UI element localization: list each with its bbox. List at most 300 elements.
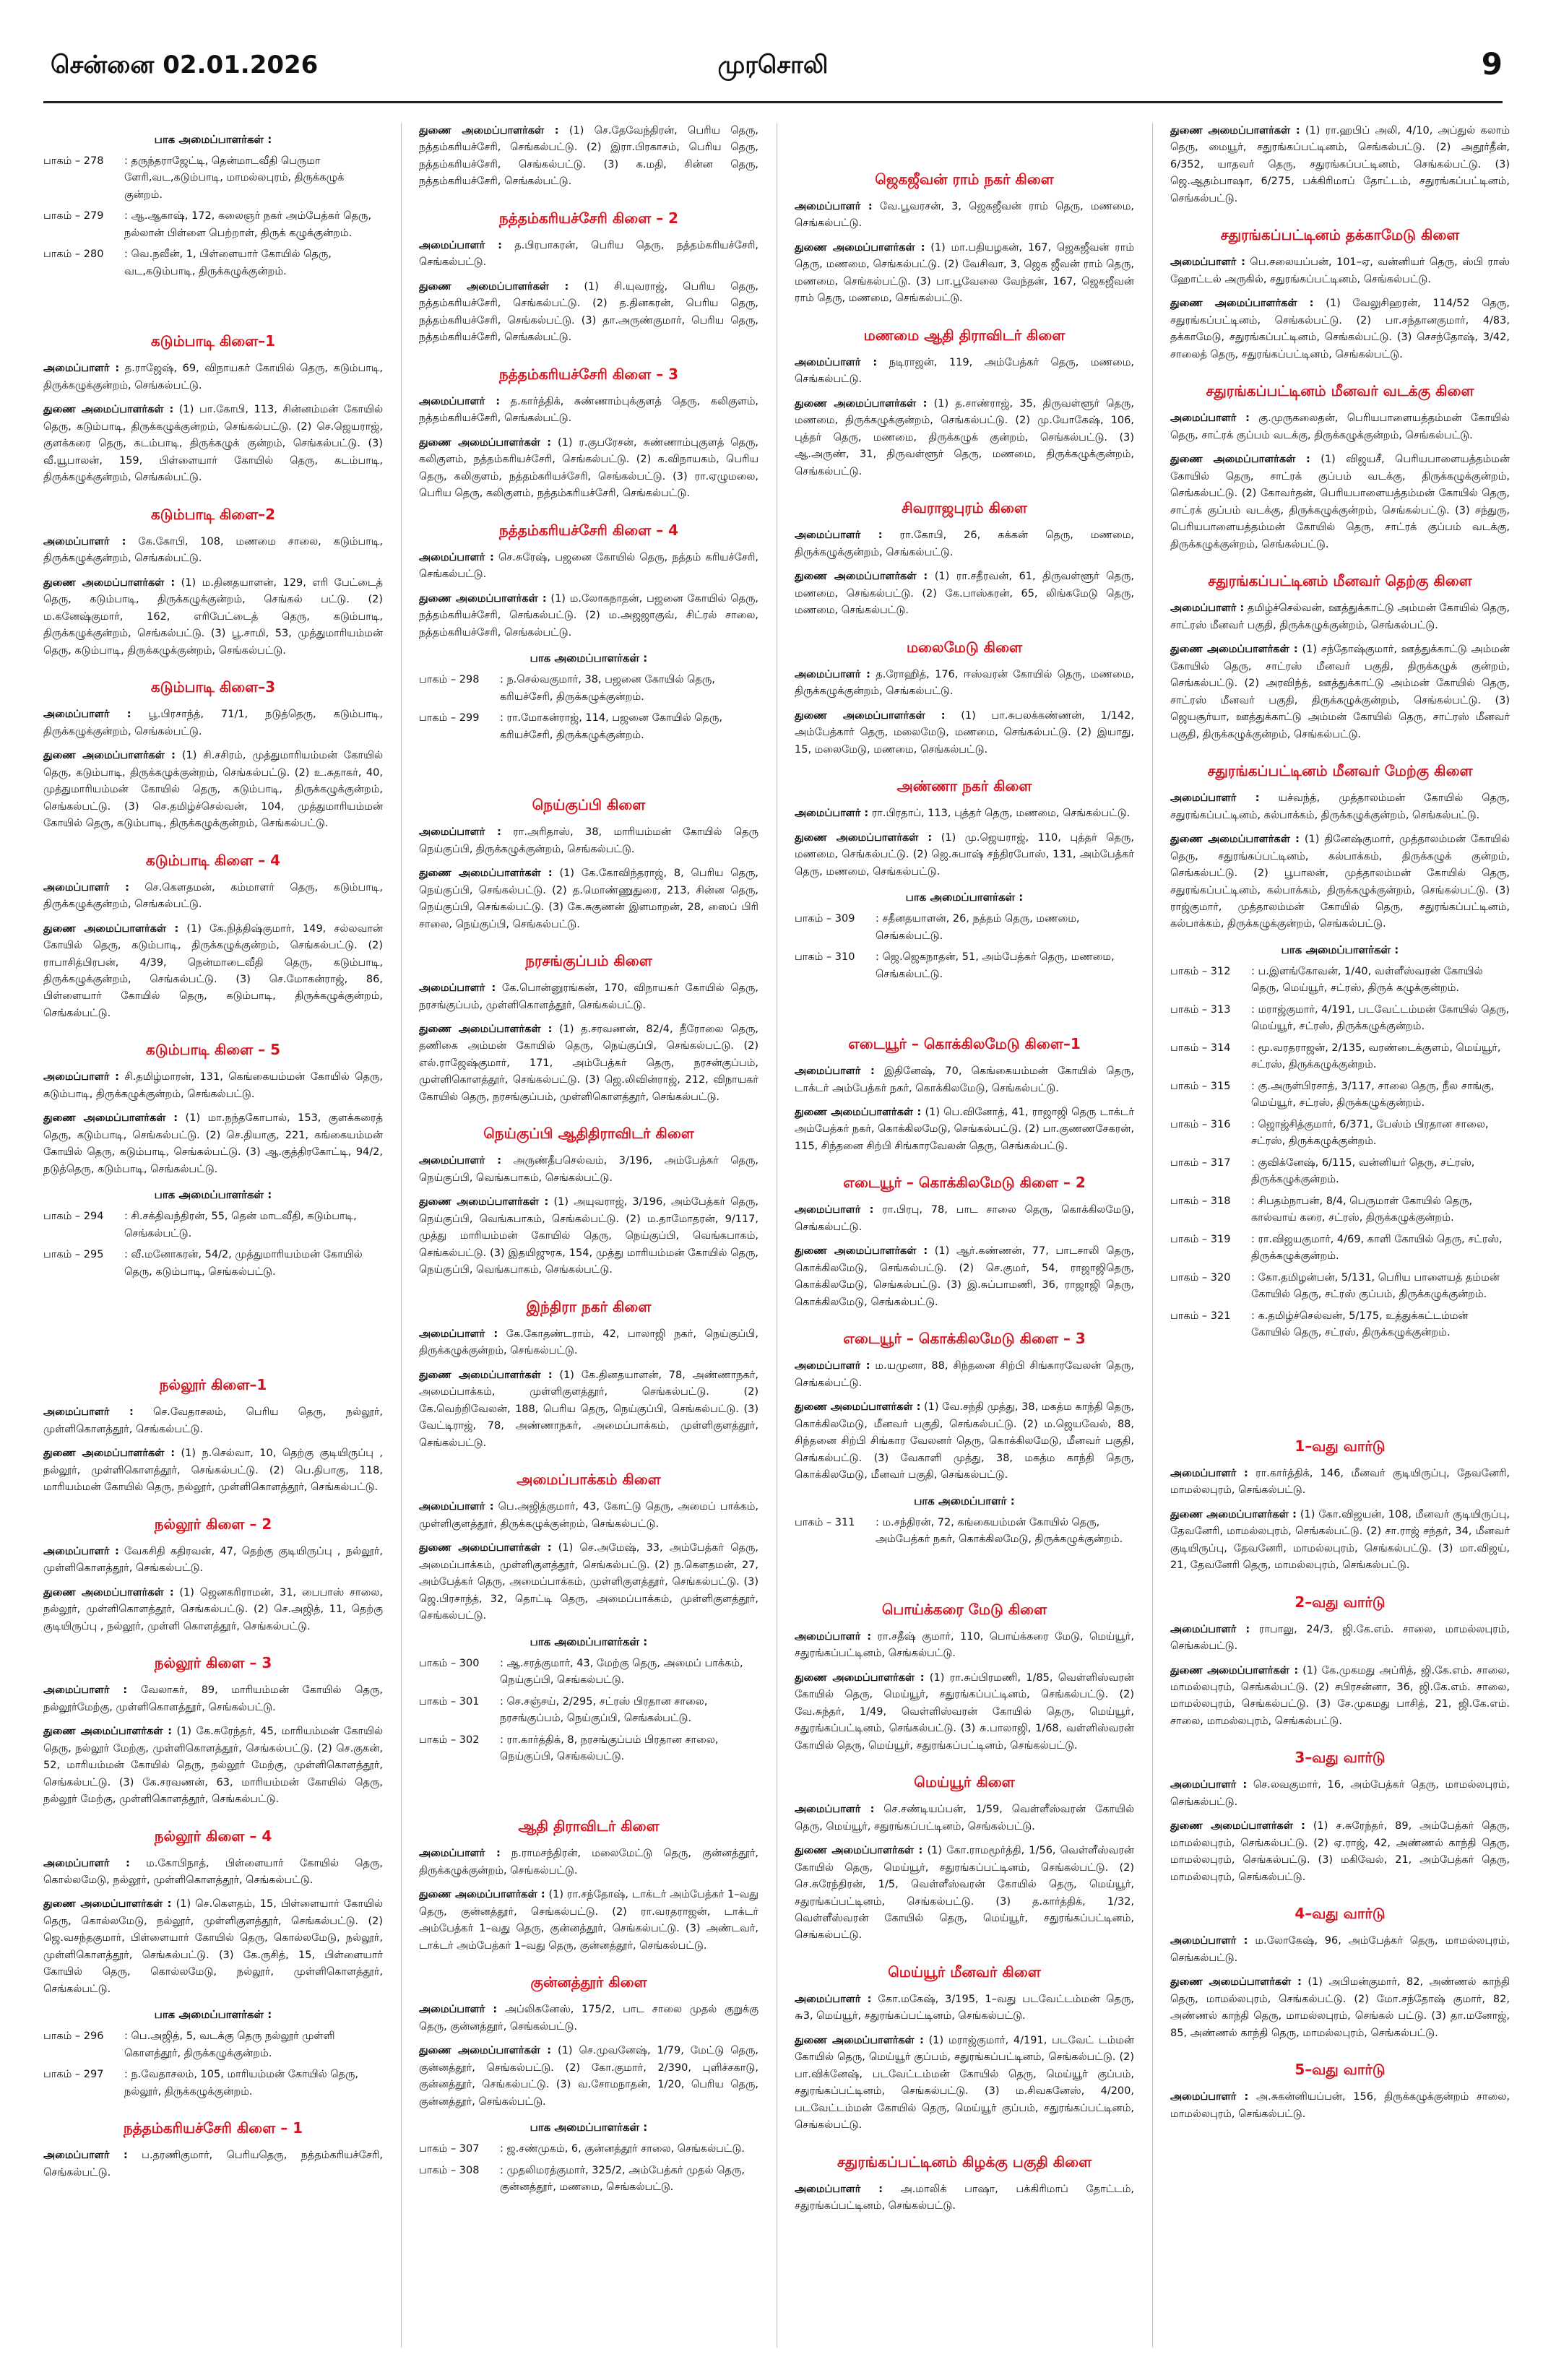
booth-details: : ஆ.ஆகாஷ், 172, கலைஞர் நகர் அம்பேத்கர் தெரு, நல்லான் பிள்ளை பெற்றாள், திருக் கழுக்குன்றம். [124,210,372,239]
booth-details: : ஜொஜ்சித்குமார், 6/371, பேஸ்ம் பிரதான சாலை, சட்ரஸ், திருக்கழுக்குன்றம். [1251,1118,1489,1148]
branch-heading: கடும்பாடி கிளை – 4 [145,851,281,869]
member-details: (1) சந்தோஷ்குமார், ஊத்துக்காட்டு அம்மன் கோயில் தெரு, சாட்ரஸ் மீனவர் பகுதி, திருக்கழுக் குன்றம், செங்கல்பட்டு. (2) அரவிந்த், ஊத்துக்காட்டு அம்மன் கோயில் தெரு, சாட்ரஸ் மீனவர் பகுதி, திருக்கழுக்குன்றம், செங்கல்பட்டு. (3) ஜெயசூர்யா, ஊத்துக்காட்டு அம்மன் கோயில் தெரு, சாட்ரஸ் மீனவர் பகுதி, திருக்கழுக்குன்றம், செங்கல்பட்டு. [1170,644,1510,740]
role-label: அமைப்பாளர் : [795,1804,875,1816]
member-paragraph [1170,1466,1510,1500]
role-label: துணை அமைப்பாளர்கள் : [1170,125,1300,137]
booth-entry [43,246,383,280]
branch-heading: 2–வது வார்டு [1295,1593,1386,1611]
booth-number: பாகம் – 319 [1170,1233,1231,1245]
member-paragraph [419,865,758,933]
member-details: கே.பொன்னுரங்கன், 170, விநாயகர் கோயில் தெரு, நரசங்குப்பம், முள்ளிகொளத்தூர், செங்கல்பட்டு. [419,982,758,1011]
member-details: (1) வேலுசிஹரன், 114/52 தெரு, சதுரங்கப்பட்டினம், செங்கல்பட்டு. (2) பா.சந்தானகுமார், 4/83, தக்காமேடு, சதுரங்கப்பட்டினம், செங்கல்பட்டு. (3) செசந்தோஷ், 3/42, சாலைத் தெரு, சதுரங்கப்பட்டினம், செங்கல்பட்டு. [1170,298,1510,360]
member-paragraph [1170,1507,1510,1575]
booth-details: : ரா.விஜயகுமார், 4/69, காளி கோயில் தெரு, சட்ரஸ், திருக்கழுக்குன்றம். [1251,1233,1503,1263]
role-label: அமைப்பாளர் : [795,2183,883,2195]
role-label: அமைப்பாளர் : [43,1684,128,1697]
member-paragraph [43,1445,383,1496]
member-details: ம.கோபிநாத், பிள்ளையார் கோயில் தெரு, கொல்லமேடு, நல்லூர், முள்ளிகொளத்தூர், செங்கல்பட்டு. [43,1857,383,1886]
member-details: செ.சுரேஷ், பஜனை கோயில் தெரு, நத்தம் கரியச்சேரி, செங்கல்பட்டு. [419,551,758,581]
branch-heading: அண்ணா நகர் கிளை [896,777,1032,795]
member-details: த.பிரபாகரன், பெரிய தெரு, நத்தம்கரியச்சேரி, செங்கல்பட்டு. [419,239,758,269]
member-details: செ.சண்டியப்பன், 1/59, வெள்ளீஸ்வரன் கோயில் தெரு, மெய்யூர், சதுரங்கப்பட்டினம், செங்கல்பட்டு. [795,1804,1134,1832]
member-details: செ.கௌதமன், கம்மாளர் தெரு, கடும்பாடி, திருக்கழுக்குன்றம், செங்கல்பட்டு. [43,881,383,911]
member-paragraph [795,1104,1134,1155]
spacer [419,1770,758,1799]
member-paragraph [1170,1818,1510,1886]
member-details: செ.வேதாசலம், பெரிய தெரு, நல்லூர், முள்ளிகொளத்தூர், செங்கல்பட்டு. [43,1406,383,1435]
member-details: (1) ரா.சந்தோஷ், டாக்டர் அம்பேத்கர் 1–வது தெரு, குன்னத்தூர், செங்கல்பட்டு. (2) ரா.வரதராஜன், டாக்டர் அம்பேத்கர் 1–வது தெரு, குன்னத்தூர், செங்கல்பட்டு. (3) அண்டவர், டாக்டர் அம்பேத்கர் 1–வது தெரு, குன்னத்தூர், செங்கல்பட்டு. [419,1889,758,1952]
member-paragraph [795,396,1134,480]
member-details: (1) சி.சசிரம், முத்துமாரியம்மன் கோயில் தெரு, கடும்பாடி, திருக்கழுக்குன்றம், செங்கல்பட்டு. (2) உ.சுதாகர், 40, முத்துமாரியம்மன் கோயில் தெரு, கடும்பாடி, திருக்கழுக்குன்றம், செங்கல்பட்டு. (3) செ.தமிழ்ச்செல்வன், 104, முத்துமாரியம்மன் கோயில் தெரு, கடும்பாடி, திருக்கழுக்குன்றம், செங்கல்பட்டு. [43,750,383,830]
booth-entry [419,1732,758,1766]
role-label: துணை அமைப்பாளர்கள் : [43,576,176,589]
branch-heading: சதுரங்கப்பட்டினம் மீனவர் மேற்கு கிளை [1207,762,1473,780]
member-paragraph [795,805,1134,822]
member-details: (1) செ.அமேஷ், 33, அம்பேத்கர் தெரு, அமைப்பாக்கம், முள்ளிகுளத்தூர், செங்கல்பட்டு. (2) ந.கௌதமன், 27, அம்பேத்கர் தெரு, அமைப்பாக்கம், முள்ளிகுளத்தூர், செங்கல்பட்டு. (3) ஜெ.பிரசாந்த், 32, தொட்டி தெரு, அமைப்பாக்கம், முள்ளிகுளத்தூர், செங்கல்பட்டு. [419,1542,758,1622]
branch-heading: எடையூர் – கொக்கிலமேடு கிளை – 2 [843,1174,1086,1192]
member-details: ந.ராமசந்திரன், மலைமேட்டு தெரு, குன்னத்தூர், திருக்கழுக்குன்றம், செங்கல்பட்டு. [419,1848,758,1877]
member-paragraph [419,980,758,1014]
branch-heading: நல்லூர் கிளை–1 [159,1376,267,1394]
role-label: அமைப்பாளர் : [795,808,869,820]
booth-details: : முதலிமரத்குமார், 325/2, அம்பேத்கர் முதல் தெரு, குன்னத்தூர், மணமை, செங்கல்பட்டு. [500,2164,745,2194]
member-details: (1) கே.கோவிந்தராஜ், 8, பெரிய தெரு, நெய்குப்பி, செங்கல்பட்டு. (2) த.மொண்ணுதுரை, 213, சின்ன தெரு, நெய்குப்பி, செங்கல்பட்டு. (3) கே.சுகுணன் இளமாறன், 28, ஸைப் பிரி சாலை, நெய்குப்பி, செங்கல்பட்டு. [419,867,758,930]
member-paragraph [419,2043,758,2111]
role-label: அமைப்பாளர் : [419,239,502,251]
masthead-rule [43,101,1503,103]
section-subheading: பாக அமைப்பாளர் : [914,1494,1015,1507]
booth-entry [1170,1193,1510,1227]
spacer [1170,1346,1510,1419]
member-paragraph [1170,1777,1510,1811]
branch-heading: இந்திரா நகர் கிளை [526,1297,652,1315]
booth-number: பாகம் – 314 [1170,1042,1231,1054]
booth-entry [1170,1155,1510,1189]
booth-details: : தருந்தராஜேட்டி, தென்மாடவீதி பெருமா ளேரி,வட,கடும்பாடி, மாமல்லபுரம், திருக்கழுக் குன்றம். [124,155,345,201]
branch-heading: கடும்பாடி கிளை – 5 [145,1041,281,1059]
member-paragraph [419,1021,758,1106]
member-details: (1) கோ.விஜயன், 108, மீனவர் குடியிருப்பு, தேவனேரி, மாமல்லபுரம், செங்கல்பட்டு. (2) சா.ராஜ் சந்தர், 34, மீனவர் குடியிருப்பு, தேவனேரி, மாமல்லபுரம், செங்கல்பட்டு. (3) மா.விஜய், 21, தேவனேரி தெரு, மாமல்லபுரம், செங்கல்பட்டு. [1170,1508,1510,1572]
role-label: அமைப்பாளர் : [795,1204,874,1216]
booth-details: : மூ.வரதராஜன், 2/135, வரண்டைக்குளம், மெய்யூர், சட்ரஸ், திருக்கழுக்குன்றம். [1251,1042,1501,1071]
role-label: அமைப்பாளர் : [1170,412,1250,425]
section-subheading: பாக அமைப்பாளர்கள் : [1281,943,1399,956]
role-label: அமைப்பாளர் : [43,1406,134,1419]
role-label: அமைப்பாளர் : [1170,1467,1248,1479]
booth-number: பாகம் – 307 [419,2143,480,2155]
role-label: அமைப்பாளர் : [419,1501,494,1513]
member-paragraph [43,1544,383,1578]
column-4 [1170,123,1510,2355]
member-paragraph [1170,1933,1510,1967]
member-paragraph [43,1682,383,1716]
booth-entry [1170,964,1510,998]
member-details: பூ.பிரசாந்த், 71/1, நடுத்தெரு, கடும்பாடி, திருக்கழுக்குன்றம், செங்கல்பட்டு. [43,709,383,737]
member-paragraph [419,1845,758,1879]
booth-details: : ஜ.சண்முகம், 6, குன்னத்தூர் சாலை, செங்கல்பட்டு. [500,2143,745,2155]
role-label: துணை அமைப்பாளர்கள் : [795,831,933,844]
member-paragraph [795,1629,1134,1663]
booth-details: : மராஜ்குமார், 4/191, படவேட்டம்மன் கோயில் தெரு, மெய்யூர், சட்ரஸ், திருக்கழுக்குன்றம். [1251,1003,1510,1033]
role-label: துணை அமைப்பாளர்கள் : [1170,644,1298,656]
role-label: துணை அமைப்பாளர்கள் : [795,1845,923,1857]
member-paragraph [795,1670,1134,1754]
member-details: (1) த.சாண்ராஜ், 35, திருவள்ளூர் தெரு, மணமை, திருக்கழுக்குன்றம், செங்கல்பட்டு. (2) மு.யோகேஷ், 106, புத்தர் தெரு, மணமை, திருக்கழுக் குன்றம், செங்கல்பட்டு. (3) ஆ.அருண், 31, திருவள்ளூர் தெரு, மணமை, திருக்கழுக்குன்றம், செங்கல்பட்டு. [795,397,1134,477]
member-paragraph [419,238,758,272]
member-details: நடிராஜன், 119, அம்பேத்கர் தெரு, மணமை, செங்கல்பட்டு. [795,356,1134,386]
member-details: கு.முருகலைதன், பெரியபாளையத்தம்மன் கோயில் தெரு, சாட்ரக் குப்பம் வடக்கு, திருக்கழுக்குன்றம், செங்கல்பட்டு. [1170,412,1510,441]
role-label: அமைப்பாளர் : [1170,256,1245,269]
branch-heading: நரசங்குப்பம் கிளை [525,952,652,970]
role-label: துணை அமைப்பாளர்கள் : [43,1726,173,1738]
member-details: (1) ரா.சதீரவன், 61, திருவள்ளூர் தெரு, மணமை, செங்கல்பட்டு. (2) கே.பாஸ்கரன், 65, லிங்கமேடு தெரு, மணமை, செங்கல்பட்டு. [795,571,1134,617]
role-label: துணை அமைப்பாளர்கள் : [795,241,925,254]
booth-number: பாகம் – 294 [43,1211,104,1223]
booth-entry [43,2067,383,2100]
member-paragraph [1170,1974,1510,2042]
role-label: அமைப்பாளர் : [1170,2091,1249,2103]
section-subheading: பாக அமைப்பாளர்கள் : [154,2008,272,2022]
member-paragraph [795,1243,1134,1311]
booth-number: பாகம் – 312 [1170,965,1231,977]
masthead [43,43,1503,94]
booth-number: பாகம் – 311 [795,1516,855,1528]
role-label: துணை அமைப்பாளர்கள் : [419,2045,552,2057]
booth-entry [1170,1117,1510,1151]
spacer [43,1285,383,1357]
role-label: அமைப்பாளர் : [795,529,883,542]
role-label: துணை அமைப்பாளர்கள் : [795,1245,928,1258]
member-details: (1) பெ.வினோத், 41, ராஜாஜி தெரு டாக்டர் அம்பேத்கர் நகர், கொக்கிலமேடு, செங்கல்பட்டு. (2) பா.குணணசேகரன், 115, சிந்தனை சிற்பி சிங்காரவேலன் தெரு, செங்கல்பட்டு. [795,1106,1134,1152]
member-details: (1) செ.தேவேந்திரன், பெரிய தெரு, நத்தம்கரியச்சேரி, செங்கல்பட்டு. (2) இரா.பிரகாசம், பெரிய தெரு, நத்தம்கரியச்சேரி, செங்கல்பட்டு. (3) க.மதி, சின்ன தெரு, நத்தம்கரியச்சேரி, செங்கல்பட்டு. [419,125,758,188]
member-details: (1) ம.லோகநாதன், பஜனை கோயில் தெரு, நத்தம்கரியச்சேரி, செங்கல்பட்டு. (2) ம.அஜஜாகுவ், சிட்ரல் சாலை, நத்தம்கரியச்சேரி, செங்கல்பட்டு. [419,592,758,639]
branch-heading: சதுரங்கப்பட்டினம் தக்காமேடு கிளை [1220,226,1460,244]
booth-entry [419,1656,758,1689]
branch-heading: எடையூர் – கொக்கிலமேடு கிளை–1 [848,1035,1081,1053]
member-paragraph [419,394,758,428]
member-paragraph [419,1194,758,1278]
member-paragraph [1170,1622,1510,1656]
member-details: (1) பா.கோபி, 113, சின்னம்மன் கோயில் தெரு, கடும்பாடி, திருக்கழுக்குன்றம், செங்கல்பட்டு. (2) செ.ஜெயராஜ், குளக்கரை தெரு, கடம்பாடி, திருக்கழுக் குன்றம், செங்கல்பட்டு. (3) வீ.யூபாலன், 159, பிள்ளையார் கோயில் தெரு, கடம்பாடி, திருக்கழுக்குன்றம், செங்கல்பட்டு. [43,404,383,484]
member-details: (1) பா.சுபலக்கண்ணன், 1/142, அம்பேத்கார் தெரு, மலைமேடு, மணமை, செங்கல்பட்டு. (2) இயாது, 15, மலைமேடு, மணமை, செங்கல்பட்டு. [795,709,1134,756]
member-paragraph [795,708,1134,758]
branch-heading: சதுரங்கப்பட்டினம் மீனவர் வடக்கு கிளை [1206,382,1474,400]
section-subheading: பாக அமைப்பாளர்கள் : [530,652,648,665]
member-details: (1) சி.யுவராஜ், பெரிய தெரு, நத்தம்கரியச்சேரி, செங்கல்பட்டு. (2) த.தினகரன், பெரிய தெரு, நத்தம்கரியச்சேரி, செங்கல்பட்டு. (3) தா.அருண்குமார், பெரிய தெரு, நத்தம்கரியச்சேரி, செங்கல்பட்டு. [419,280,758,344]
booth-details: : ந.செல்வகுமார், 38, பஜனை கோயில் தெரு, கரியச்சேரி, திருக்கழுக்குன்றம். [500,674,715,703]
member-details: ம.லோகேஷ், 96, அம்பேத்கர் தெரு, மாமல்லபுரம், செங்கல்பட்டு. [1170,1935,1510,1964]
member-details: ரா.கார்த்திக், 146, மீனவர் குடியிருப்பு, தேவனேரி, மாமல்லபுரம், செங்கல்பட்டு. [1170,1467,1510,1497]
booth-number: பாகம் – 309 [795,913,855,925]
member-details: அருண்தீபசெல்வம், 3/196, அம்பேத்கர் தெரு, நெய்குப்பி, வெங்கபாகம், செங்கல்பட்டு. [419,1155,758,1184]
member-paragraph [419,1499,758,1533]
branch-heading: கடும்பாடி கிளை–3 [150,678,276,696]
branch-heading: நத்தம்கரியச்சேரி கிளை – 4 [498,521,679,539]
booth-details: : ந.வேதாசலம், 105, மாரியம்மன் கோயில் தெரு, நல்லூர், திருக்கழுக்குன்றம். [124,2069,359,2098]
member-paragraph [795,1399,1134,1484]
role-label: துணை அமைப்பாளர்கள் : [419,592,547,605]
member-details: (1) தினேஷ்குமார், முத்தாலம்மன் கோயில் தெரு, சதுரங்கப்பட்டினம், கல்பாக்கம், திருக்கழுக் குன்றம், செங்கல்பட்டு. (2) பூபாலன், முத்தாலம்மன் கோயில் தெரு, சதுரங்கப்பட்டினம், கல்பாக்கம், திருக்கழுக்குன்றம், செங்கல்பட்டு. (3) ராஜ்குமார், முத்தாலம்மன் கோயில் தெரு, சதுரங்கப்பட்டினம், கல்பாக்கம், திருக்கழுக்குன்றம், செங்கல்பட்டு. [1170,834,1510,930]
role-label: அமைப்பாளர் : [43,881,129,893]
member-paragraph [419,435,758,503]
member-details: (1) ந.செல்வா, 10, தெற்கு குடியிருப்பு , நல்லூர், முள்ளிகொளத்தூர், செங்கல்பட்டு. (2) பெ.திபாகு, 118, மாரியம்மன் கோயில் தெரு, நல்லூர், முள்ளிகொளத்தூர், செங்கல்பட்டு. [43,1448,383,1494]
member-details: அப்லிகனேஸ், 175/2, பாட சாலை முதல் குறுக்கு தெரு, குன்னத்தூர், செங்கல்பட்டு. [419,2004,758,2033]
role-label: துணை அமைப்பாளர்கள் : [419,1023,553,1035]
booth-number: பாகம் – 320 [1170,1271,1231,1284]
member-details: (1) வே.சந்தி முத்து, 38, மகத்ம காந்தி தெரு, கொக்கிலமேடு, மீனவர் பகுதி, செங்கல்பட்டு. (2) ம.ஜெயவேல், 88, சிந்தனை சிற்பி சிங்கார வேலனர் தெரு, கொக்கிலமேடு, மீனவர் பகுதி, செங்கல்பட்டு. (3) வேகாளி முத்து, 38, மகத்ம காந்தி தெரு, கொக்கிலமேடு, மீனவர் பகுதி, செங்கல்பட்டு. [795,1401,1134,1481]
page-number: 9 [1481,46,1503,82]
branch-heading: கடும்பாடி கிளை–2 [150,505,276,523]
branch-heading: நத்தம்கரியச்சேரி கிளை – 3 [498,365,679,383]
role-label: அமைப்பாளர் : [1170,1779,1248,1791]
role-label: அமைப்பாளர் : [419,1328,498,1340]
booth-number: பாகம் – 298 [419,674,480,686]
member-details: (1) அயுவராஜ், 3/196, அம்பேத்கர் தெரு, நெய்குப்பி, வெங்கபாகம், செங்கல்பட்டு. (2) ம.தாமோதரன், 9/117, முத்து மாரியம்மன் கோயில் தெரு, நெய்குப்பி, வெங்கபாகம், செங்கல்பட்டு. (3) இதயிஜுரக, 154, முத்து மாரியம்மன் கோயில் தெரு, நெய்குப்பி, வெங்கபாகம், செங்கல்பட்டு. [419,1196,758,1276]
role-label: அமைப்பாளர் : [43,1071,119,1083]
member-details: (1) அபிமன்குமார், 82, அண்ணல் காந்தி தெரு, மாமல்லபுரம், செங்கல்பட்டு. (2) மோ.சந்தோஷ் குமார், 82, அண்ணல் காந்தி தெரு, மாமல்லபுரம், செங்கல் பட்டு. (3) தா.மனோஜ், 85, அண்ணல் காந்தி தெரு, மாமல்லபுரம், செங்கல்பட்டு. [1170,1976,1510,2039]
booth-entry [43,1208,383,1242]
booth-number: பாகம் – 308 [419,2164,480,2176]
member-paragraph [419,2002,758,2035]
member-details: (1) ஆர்.கண்ணன், 77, பாடசாலி தெரு, கொக்கிலமேடு, செங்கல்பட்டு. (2) செ.குமர், 54, ராஜாஜிதெரு, கொக்கிலமேடு, செங்கல்பட்டு. (3) இ.சுப்பாமணி, 36, ராஜாஜி தெரு, கொக்கிலமேடு, செங்கல்பட்டு. [795,1245,1134,1308]
role-label: அமைப்பாளர் : [43,1857,130,1869]
role-label: அமைப்பாளர் : [419,551,494,563]
branch-heading: மலைமேடு கிளை [906,638,1023,656]
member-paragraph [1170,410,1510,444]
booth-entry [43,2028,383,2062]
booth-details: : செ.சஞ்சய், 2/295, சட்ரஸ் பிரதான சாலை, நரசங்குப்பம், நெய்குப்பி, செங்கல்பட்டு. [500,1695,708,1725]
member-paragraph [43,706,383,740]
member-details: (1) செ.முவனேஷ், 1/79, மேட்டு தெரு, குன்னத்தூர், செங்கல்பட்டு. (2) கோ.குமார், 2/390, புளிச்சகாடு, குன்னத்தூர், செங்கல்பட்டு. (3) வ.சோமநாதன், 1/20, பெரிய தெரு, குன்னத்தூர், செங்கல்பட்டு. [419,2045,758,2108]
member-paragraph [43,1069,383,1103]
role-label: துணை அமைப்பாளர்கள் : [795,1401,921,1414]
booth-number: பாகம் – 317 [1170,1156,1231,1169]
booth-entry [795,949,1134,983]
member-details: (1) மா.பதியழகன், 167, ஜெகஜீவன் ராம் தெரு, மணமை, செங்கல்பட்டு. (2) வேசிவா, 3, ஜெக ஜீவன் ராம் தெரு, மணமை, செங்கல்பட்டு. (3) பா.பூவேலை வேந்தன், 167, ஜெகஜீவன் ராம் தெரு, மணமை, செங்கல்பட்டு. [795,241,1134,305]
booth-entry [1170,1078,1510,1112]
booth-details: : கு.அருள்பிரசாத், 3/117, சாலை தெரு, நீல சாங்கு, மெய்யூர், சட்ரஸ், திருக்கழுக்குன்றம். [1251,1080,1495,1109]
booth-details: : ரா.மோகன்ராஜ், 114, பஜனை கோயில் தெரு, கரியச்சேரி, திருக்கழுக்குன்றம். [500,712,723,741]
booth-entry [1170,1232,1510,1265]
section-subheading: பாக அமைப்பாளர்கள் : [905,891,1024,904]
branch-heading: நெய்குப்பி ஆதிதிராவிடர் கிளை [483,1125,694,1143]
booth-entry [419,2141,758,2158]
branch-heading: 5–வது வார்டு [1295,2061,1386,2079]
member-details: கோ.மகேஷ், 3/195, 1–வது படவேட்டம்மன் தெரு, ௬3, மெய்யூர், சதுரங்கப்பட்டினம், செங்கல்பட்டு. [795,1993,1134,2022]
member-details: (1) கே.சுரேந்தர், 45, மாரியம்மன் கோயில் தெரு, நல்லூர் மேற்கு, முள்ளிகொளத்தூர், செங்கல்பட்டு. (2) செ.குகன், 52, மாரியம்மன் கோயில் தெரு, நல்லூர் மேற்கு, முள்ளிகொளத்தூர், செங்கல்பட்டு. (3) கே.சரவணன், 63, மாரியம்மன் கோயில் தெரு, நல்லூர் மேற்கு, முள்ளிகொளத்தூர், செங்கல்பட்டு. [43,1726,383,1806]
role-label: துணை அமைப்பாளர்கள் : [1170,454,1310,466]
member-details: (1) செ.கௌதம், 15, பிள்ளையார் கோயில் தெரு, கொல்லமேடு, நல்லூர், முள்ளிகுளத்தூர், செங்கல்பட்டு. (2) ஜெ.வசந்தகுமார், பிள்ளையார் கோயில் தெரு, கொல்லமேடு, நல்லூர், முள்ளிகொளத்தூர், செங்கல்பட்டு. (3) கே.ருசித், 15, பிள்ளையார் கோயில் தெரு, கொல்லமேடு, நல்லூர், முள்ளிகொளத்தூர், செங்கல்பட்டு. [43,1898,383,1995]
role-label: அமைப்பாளர் : [43,709,131,721]
branch-heading: அமைப்பாக்கம் கிளை [517,1471,661,1489]
role-label: அமைப்பாளர் : [795,356,878,368]
branch-heading: ஜெகஜீவன் ராம் நகர் கிளை [875,170,1054,188]
role-label: துணை அமைப்பாளர்கள் : [43,1586,174,1598]
role-label: துணை அமைப்பாளர்கள் : [43,1112,178,1125]
role-label: அமைப்பாளர் : [43,535,126,548]
role-label: அமைப்பாளர் : [795,1993,872,2005]
booth-entry [795,911,1134,945]
role-label: துணை அமைப்பாளர்கள் : [1170,1508,1297,1520]
role-label: அமைப்பாளர் : [43,2150,128,2162]
column-1 [43,123,383,2355]
branch-heading: நெய்குப்பி கிளை [532,796,646,814]
member-details: (1) ம.தினதயாளன், 129, எரி பேட்டைத் தெரு, கடும்பாடி, திருக்கழுக்குன்றம், செங்கல் பட்டு. (2) ம.கனேஷ்குமார், 162, எரிபேட்டைத் தெரு, கடும்பாடி, திருக்கழுக்குன்றம், செங்கல்பட்டு. (3) பூ.சாமி, 53, முத்துமாரியம்மன் தெரு, கடும்பாடி, திருக்கழுக்குன்றம், செங்கல்பட்டு. [43,576,383,657]
booth-entry [419,672,758,706]
member-paragraph [43,534,383,568]
booth-entry [795,1515,1134,1549]
booth-number: பாகம் – 310 [795,951,855,964]
member-details: வேலாகர், 89, மாரியம்மன் கோயில் தெரு, நல்லூர்மேற்கு, முள்ளிகொளத்தூர், செங்கல்பட்டு. [43,1684,383,1713]
role-label: துணை அமைப்பாளர்கள் : [795,2034,924,2046]
member-details: இதினேஷ், 70, கெங்கையம்மன் கோயில் தெரு, டாக்டர் அம்பேத்கர் நகர், கொக்கிலமேடு, செங்கல்பட்டு. [795,1065,1134,1094]
booth-number: பாகம் – 301 [419,1695,480,1708]
branch-heading: பொய்க்கரை மேடு கிளை [881,1600,1047,1618]
member-paragraph [419,1887,758,1955]
role-label: அமைப்பாளர் : [795,201,873,212]
branch-heading: நல்லூர் கிளை – 3 [154,1654,272,1672]
booth-entry [419,710,758,744]
member-details: (1) ர.குபரேசன், சுண்ணாம்புகுளத் தெரு, கலிகுளம், நத்தம்கரியச்சேரி, செங்கல்பட்டு. (2) க.விநாயகம், பெரிய தெரு, கலிகுளம், நத்தம்கரியச்சேரி, செங்கல்பட்டு. (3) ரா.ஏழுமலை, பெரிய தெரு, கலிகுளம், நத்தம்கரியச்சேரி, செங்கல்பட்டு. [419,436,758,500]
booth-details: : வீ.மனோகரன், 54/2, முத்துமாரியம்மன் கோயில் தெரு, கடும்பாடி, செங்கல்பட்டு. [124,1249,363,1278]
booth-number: பாகம் – 302 [419,1734,480,1746]
member-paragraph [419,279,758,347]
member-details: ரா.கோபி, 26, கக்கன் தெரு, மணமை, திருக்கழுக்குன்றம், செங்கல்பட்டு. [795,529,1134,558]
member-paragraph [795,667,1134,701]
role-label: அமைப்பாளர் : [795,668,870,680]
member-paragraph [419,1326,758,1360]
branch-heading: மெய்யூர் கிளை [914,1773,1015,1791]
role-label: அமைப்பாளர் : [419,395,501,407]
member-details: (1) த.சரவணன், 82/4, நீரோலை தெரு, தணிகை அம்மன் கோயில் தெரு, நெய்குப்பி, செங்கல்பட்டு. (2) எல்.ராஜேஷ்குமார், 171, அம்பேத்கர் தெரு, நரசன்குப்பம், முள்ளிகொளத்தூர், செங்கல்பட்டு. (3) ஜெ.லிவின்ராஜ், 212, விநாயகர் கோயில் தெரு, நரசங்குப்பம், முள்ளிகொளத்தூர், செங்கல்பட்டு. [419,1023,758,1103]
member-paragraph [795,1991,1134,2025]
member-paragraph [43,1404,383,1438]
member-details: (1) ரா.சுப்பிரமணி, 1/85, வெள்ளிஸ்வரன் கோயில் தெரு, மெய்யூர், சதுரங்கப்பட்டினம், செங்கல்பட்டு. (2) வே.சுந்தர், 1/49, வெள்ளிஸ்வரன் கோயில் தெரு, மெய்யூர், சதுரங்கப்பட்டினம், செங்கல்பட்டு. (3) சு.பாலாஜி, 1/68, வள்ளிஸ்வரன் கோயில் தெரு, மெய்யூர், சதுரங்கப்பட்டினம், செங்கல்பட்டு. [795,1671,1134,1752]
member-paragraph [1170,2089,1510,2123]
role-label: துணை அமைப்பாளர்கள் : [419,1889,545,1901]
booth-details: : ம.சந்திரன், 72, கங்கையம்மன் கோயில் தெரு, அம்பேத்கர் நகர், கொக்கிலமேடு, திருக்கழுக்குன்றம். [876,1516,1123,1546]
branch-heading: 4–வது வார்டு [1295,1905,1386,1923]
role-label: துணை அமைப்பாளர்கள் : [43,1448,176,1460]
branch-heading: ஆதி திராவிடர் கிளை [518,1817,660,1835]
branch-heading: நல்லூர் கிளை – 4 [154,1827,272,1845]
member-paragraph [43,1856,383,1890]
booth-number: பாகம் – 296 [43,2030,104,2043]
role-label: துணை அமைப்பாளர்கள் : [419,1369,553,1381]
member-paragraph [419,824,758,858]
member-details: செ.லவகுமார், 16, அம்பேத்கர் தெரு, மாமல்லபுரம், செங்கல்பட்டு. [1170,1779,1510,1808]
member-paragraph [795,2033,1134,2134]
branch-heading: சதுரங்கப்பட்டினம் கிழக்கு பகுதி கிளை [837,2152,1092,2171]
role-label: அமைப்பாளர் : [1170,1935,1248,1947]
role-label: துணை அமைப்பாளர்கள் : [419,436,551,449]
member-details: (1) ரா.ஹபிப் அலி, 4/10, அப்துல் கலாம் தெரு, மையூர், சதுரங்கப்பட்டினம், செங்கல்பட்டு. (2) அதூர்தீன், 6/352, யாதவர் தெரு, சதுரங்கப்பட்டினம், செங்கல்பட்டு. (3) ஜெ.ஆதம்பாஷா, 6/275, பக்கிரிமாப் தோட்டம், சதுரங்கப்பட்டினம், செங்கல்பட்டு. [1170,125,1510,204]
spacer [419,748,758,777]
booth-details: : சிபதம்நாபன், 8/4, பெருமாள் கோயில் தெரு, கால்வாய் கரை, சட்ரஸ், திருக்கழுக்குன்றம். [1251,1195,1473,1224]
booth-details: : சதீனதயாளன், 26, நத்தம் தெரு, மணமை, செங்கல்பட்டு. [876,913,1080,942]
section-subheading: பாக அமைப்பாளர்கள் : [154,1188,272,1202]
role-label: துணை அமைப்பாளர்கள் : [43,922,179,935]
member-paragraph [43,402,383,486]
booth-entry [1170,1270,1510,1304]
newspaper-name: முரசொலி [717,51,829,79]
article-columns [43,123,1510,2355]
column-2 [419,123,758,2355]
role-label: துணை அமைப்பாளர்கள் : [1170,1820,1305,1832]
role-label: துணை அமைப்பாளர்கள் : [1170,1976,1302,1989]
booth-number: பாகம் – 295 [43,1249,104,1261]
member-details: (1) கே.நித்திஷ்குமார், 149, சல்லவான் கோயில் தெரு, கடும்பாடி, திருக்கழுக்குன்றம், செங்கல்பட்டு. (2) ராபாசித்பிரபன், 4/39, நென்மாடைவீதி தெரு, கடும்பாடி, திருக்கழுக்குன்றம், செங்கல்பட்டு. (3) செ.மோகன்ராஜ், 86, பிள்ளையார் கோயில் தெரு, கடும்பாடி, திருக்கழுக்குன்றம், செங்கல்பட்டு. [43,922,383,1019]
role-label: அமைப்பாளர் : [795,1630,872,1643]
member-paragraph [795,2181,1134,2215]
member-details: பெ.சலையப்பன், 101–ஏ, வன்னியர் தெரு, ஸ்பி ராஸ் ஹோட்டல் அருகில், சதுரங்கப்பட்டினம், செங்கல்பட்டு. [1170,256,1510,285]
booth-number: பாகம் – 279 [43,210,104,222]
role-label: அமைப்பாளர் : [419,982,496,995]
member-details: ரா.பிரதாப், 113, புத்தர் தெரு, மணமை, செங்கல்பட்டு. [868,808,1131,820]
member-details: அ.சுகன்னியப்பன், 156, திருக்கழுக்குன்றம் சாலை, மாமல்லபுரம், செங்கல்பட்டு. [1170,2091,1510,2120]
member-paragraph [1170,1663,1510,1731]
booth-details: : ஆ.சரத்குமார், 43, மேற்கு தெரு, அமைப் பாக்கம், நெய்குப்பி, செங்கல்பட்டு. [500,1657,743,1687]
booth-entry [43,208,383,242]
member-paragraph [795,1063,1134,1097]
role-label: அமைப்பாளர் : [43,1545,119,1557]
member-paragraph [795,199,1134,233]
spacer [795,1553,1134,1582]
branch-heading: மணமை ஆதி திராவிடர் கிளை [863,326,1066,344]
member-details: ராபாலு, 24/3, ஜி.கே.எம். சாலை, மாமல்லபுரம், செங்கல்பட்டு. [1170,1623,1510,1653]
role-label: துணை அமைப்பாளர்கள் : [1170,1664,1299,1676]
branch-heading: நத்தம்கரியச்சேரி கிளை – 2 [498,209,679,227]
booth-entry [43,153,383,204]
booth-entry [1170,1002,1510,1036]
member-paragraph [795,527,1134,561]
member-paragraph [43,1896,383,1998]
booth-number: பாகம் – 315 [1170,1080,1231,1092]
role-label: துணை அமைப்பாளர்கள் : [1170,298,1314,310]
member-paragraph [1170,600,1510,634]
role-label: அமைப்பாளர் : [1170,602,1245,615]
member-paragraph [795,1801,1134,1835]
booth-number: பாகம் – 316 [1170,1118,1231,1130]
booth-details: : க.தமிழ்ச்செல்வன், 5/175, உத்துக்கட்டம்மன் கோயில் தெரு, சட்ரஸ், திருக்கழுக்குன்றம். [1251,1310,1469,1339]
member-paragraph [1170,831,1510,933]
member-paragraph [43,1110,383,1178]
booth-number: பாகம் – 278 [43,155,104,167]
member-details: ரா.பிரபு, 78, பாட சாலை தெரு, கொக்கிலமேடு, செங்கல்பட்டு. [795,1204,1134,1233]
booth-number: பாகம் – 321 [1170,1310,1231,1322]
member-paragraph [419,1153,758,1187]
member-details: ரா.அரிதாஸ், 38, மாரியம்மன் கோயில் தெரு நெய்குப்பி, திருக்கழுக்குன்றம், செங்கல்பட்டு. [419,826,758,855]
column-3 [795,123,1134,2355]
member-paragraph [419,591,758,641]
role-label: துணை அமைப்பாளர்கள் : [795,1671,925,1684]
role-label: அமைப்பாளர் : [1170,792,1260,805]
role-label: துணை அமைப்பாளர்கள் : [795,571,928,583]
member-details: (1) ஜெனகரிராமன், 31, பைபாஸ் சாலை, நல்லூர், முள்ளிகொளத்தூர், செங்கல்பட்டு. (2) செ.அஜித், 11, தெற்கு குடியிருப்பு , நல்லூர், முள்ளி கொளத்தூர், செங்கல்பட்டு. [43,1586,383,1632]
branch-heading: சதுரங்கப்பட்டினம் மீனவர் தெற்கு கிளை [1208,572,1472,590]
booth-number: பாகம் – 299 [419,712,480,724]
edition-date: சென்னை 02.01.2026 [51,51,319,79]
branch-heading: கடும்பாடி கிளை–1 [150,332,276,350]
member-details: பெ.அஜித்குமார், 43, கோட்டு தெரு, அமைப் பாக்கம், முள்ளிகுளத்தூர், திருக்கழுக்குன்றம், செங்கல்பட்டு. [419,1501,758,1530]
branch-heading: எடையூர் – கொக்கிலமேடு கிளை – 3 [843,1330,1086,1348]
member-paragraph [1170,641,1510,743]
booth-entry [43,1247,383,1281]
booth-entry [419,2163,758,2197]
booth-details: : ப.இளங்கோவன், 1/40, வள்ளீஸ்வரன் கோயில் தெரு, மெய்யூர், சட்ரஸ், திருக் கழுக்குன்றம். [1251,965,1483,995]
member-paragraph [43,1585,383,1635]
role-label: துணை அமைப்பாளர்கள் : [795,709,946,722]
